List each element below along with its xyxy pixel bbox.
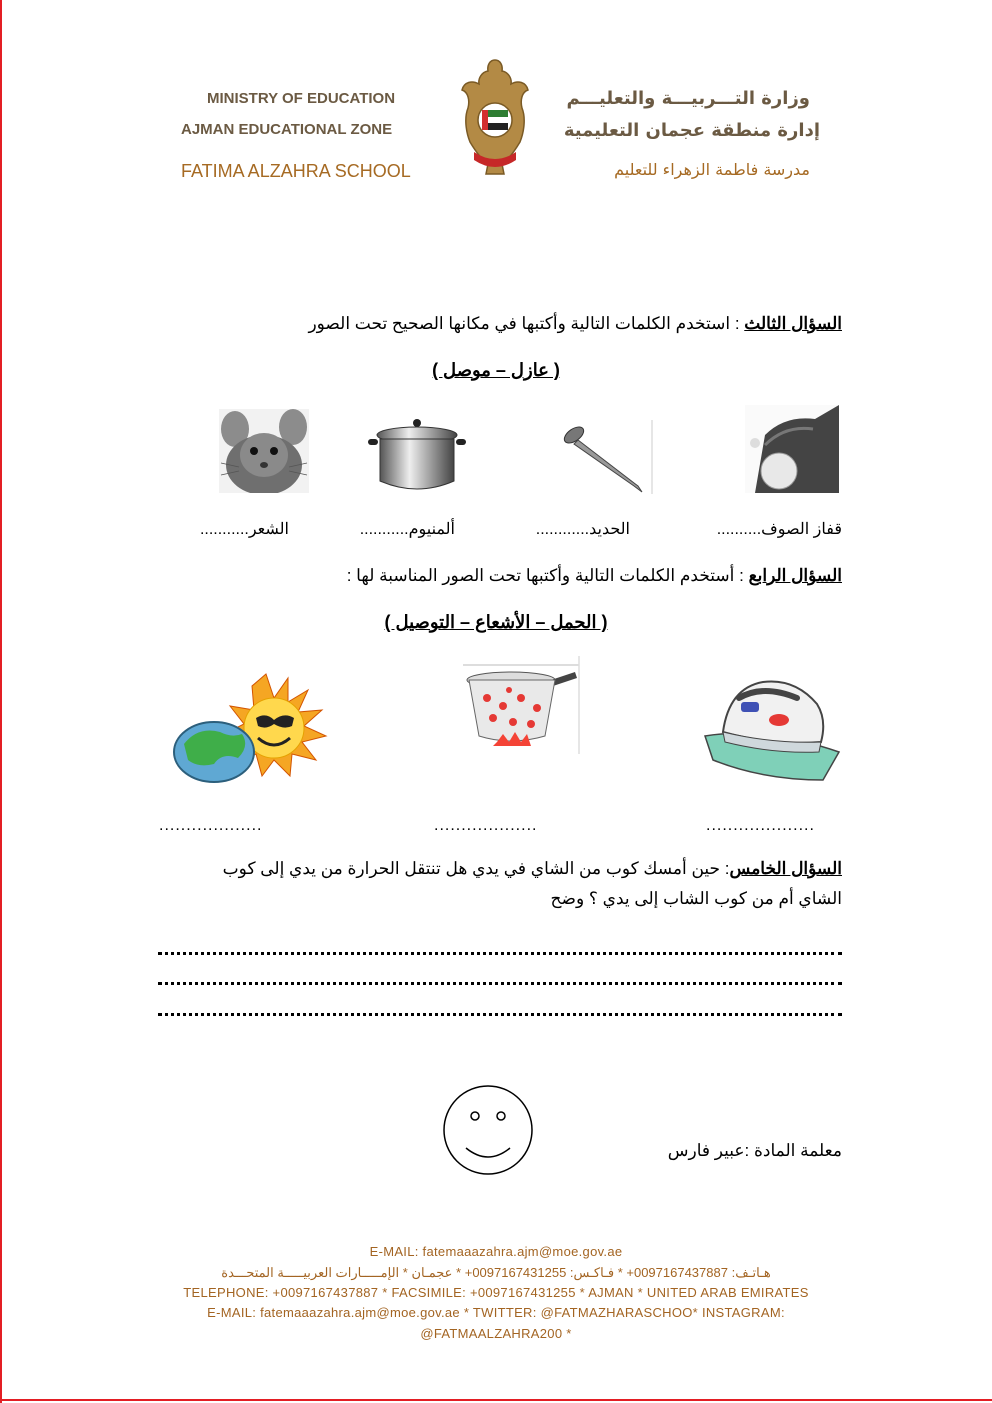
zone-name-en: AJMAN EDUCATIONAL ZONE [181,121,393,138]
clothes-iron-image [703,668,841,782]
question4-title: السؤال الرابع [748,566,842,585]
answer-line [158,972,842,985]
question4-text: أستخدم الكلمات التالية وأكتبها تحت الصور المناسبة لها : [346,566,735,585]
zone-name-ar: إدارة منطقة عجمان التعليمية [563,120,820,141]
ministry-name-ar: وزارة التـــربيـــة والتعليـــم [566,88,810,109]
boiling-pot-image [463,656,581,754]
answer-line [158,942,842,955]
label-iron: الحديد............ [535,521,630,538]
footer-contact-en: TELEPHONE: +0097167437887 * FACSIMILE: +0097167431255 * AJMAN * UNITED ARAB EMIRATES [183,1285,809,1300]
blank-pot: ................... [434,817,538,834]
question4-word-bank: ( الحمل – الأشعاع – التوصيل ) [384,612,608,632]
question3-title: السؤال الثالث [744,314,842,333]
question3-text: استخدم الكلمات التالية وأكتبها في مكانها الصحيح تحت الصور [308,314,731,333]
ministry-name-en: MINISTRY OF EDUCATION [207,90,396,107]
wool-glove-image [745,405,839,493]
label-aluminium: ألمنيوم........... [359,521,455,538]
sun-earth-image [170,668,330,784]
page-border-bottom [0,1399,992,1401]
teacher-name: معلمة المادة :عبير فارس [667,1141,842,1160]
school-name-en: FATIMA ALZAHRA SCHOOL [181,161,411,181]
footer-social: E-MAIL: fatemaaazahra.ajm@moe.gov.ae * TWITTER: @FATMAZHARASCHOO* INSTAGRAM: [207,1305,785,1320]
blank-iron: .................... [706,817,815,834]
cooking-pot-image [366,417,468,493]
page-border-left [0,0,2,1403]
question3-word-bank: ( عازل – موصل ) [432,360,560,380]
smiley-face-icon [442,1084,534,1176]
question3-prompt: السؤال الثالث : استخدم الكلمات التالية وأكتبها في مكانها الصحيح تحت الصور [308,314,842,333]
footer-instagram: @FATMAALZAHRA200 * [420,1326,572,1341]
question5-title: السؤال الخامس [729,859,842,878]
iron-nail-image [560,420,654,494]
answer-line [158,1003,842,1016]
question5-text: حين أمسك كوب من الشاي في يدي هل تنتقل الحرارة من يدي إلى كوب [222,859,721,878]
footer-email: E-MAIL: fatemaaazahra.ajm@moe.gov.ae [369,1244,623,1259]
question5-text-line2: الشاي أم من كوب الشاب إلى يدي ؟ وضح [550,889,842,908]
question4-prompt: السؤال الرابع : أستخدم الكلمات التالية وأكتبها تحت الصور المناسبة لها : [346,566,842,585]
label-hair: الشعر........... [199,521,289,538]
blank-sun: ................... [159,817,263,834]
question5-prompt: السؤال الخامس: حين أمسك كوب من الشاي في يدي هل تنتقل الحرارة من يدي إلى كوب [222,859,842,878]
school-name-ar: مدرسة فاطمة الزهراء للتعليم [614,160,810,179]
footer-contact-ar: هـاتـف: 0097167437887+ * فـاكـس: 0097167431255+ * عجمـان * الإمـــــارات العربيـــــة المتحـــدة [221,1265,771,1280]
uae-falcon-emblem-icon [460,56,530,180]
chinchilla-image [219,409,309,493]
label-wool-glove: قفاز الصوف.......... [716,521,842,538]
